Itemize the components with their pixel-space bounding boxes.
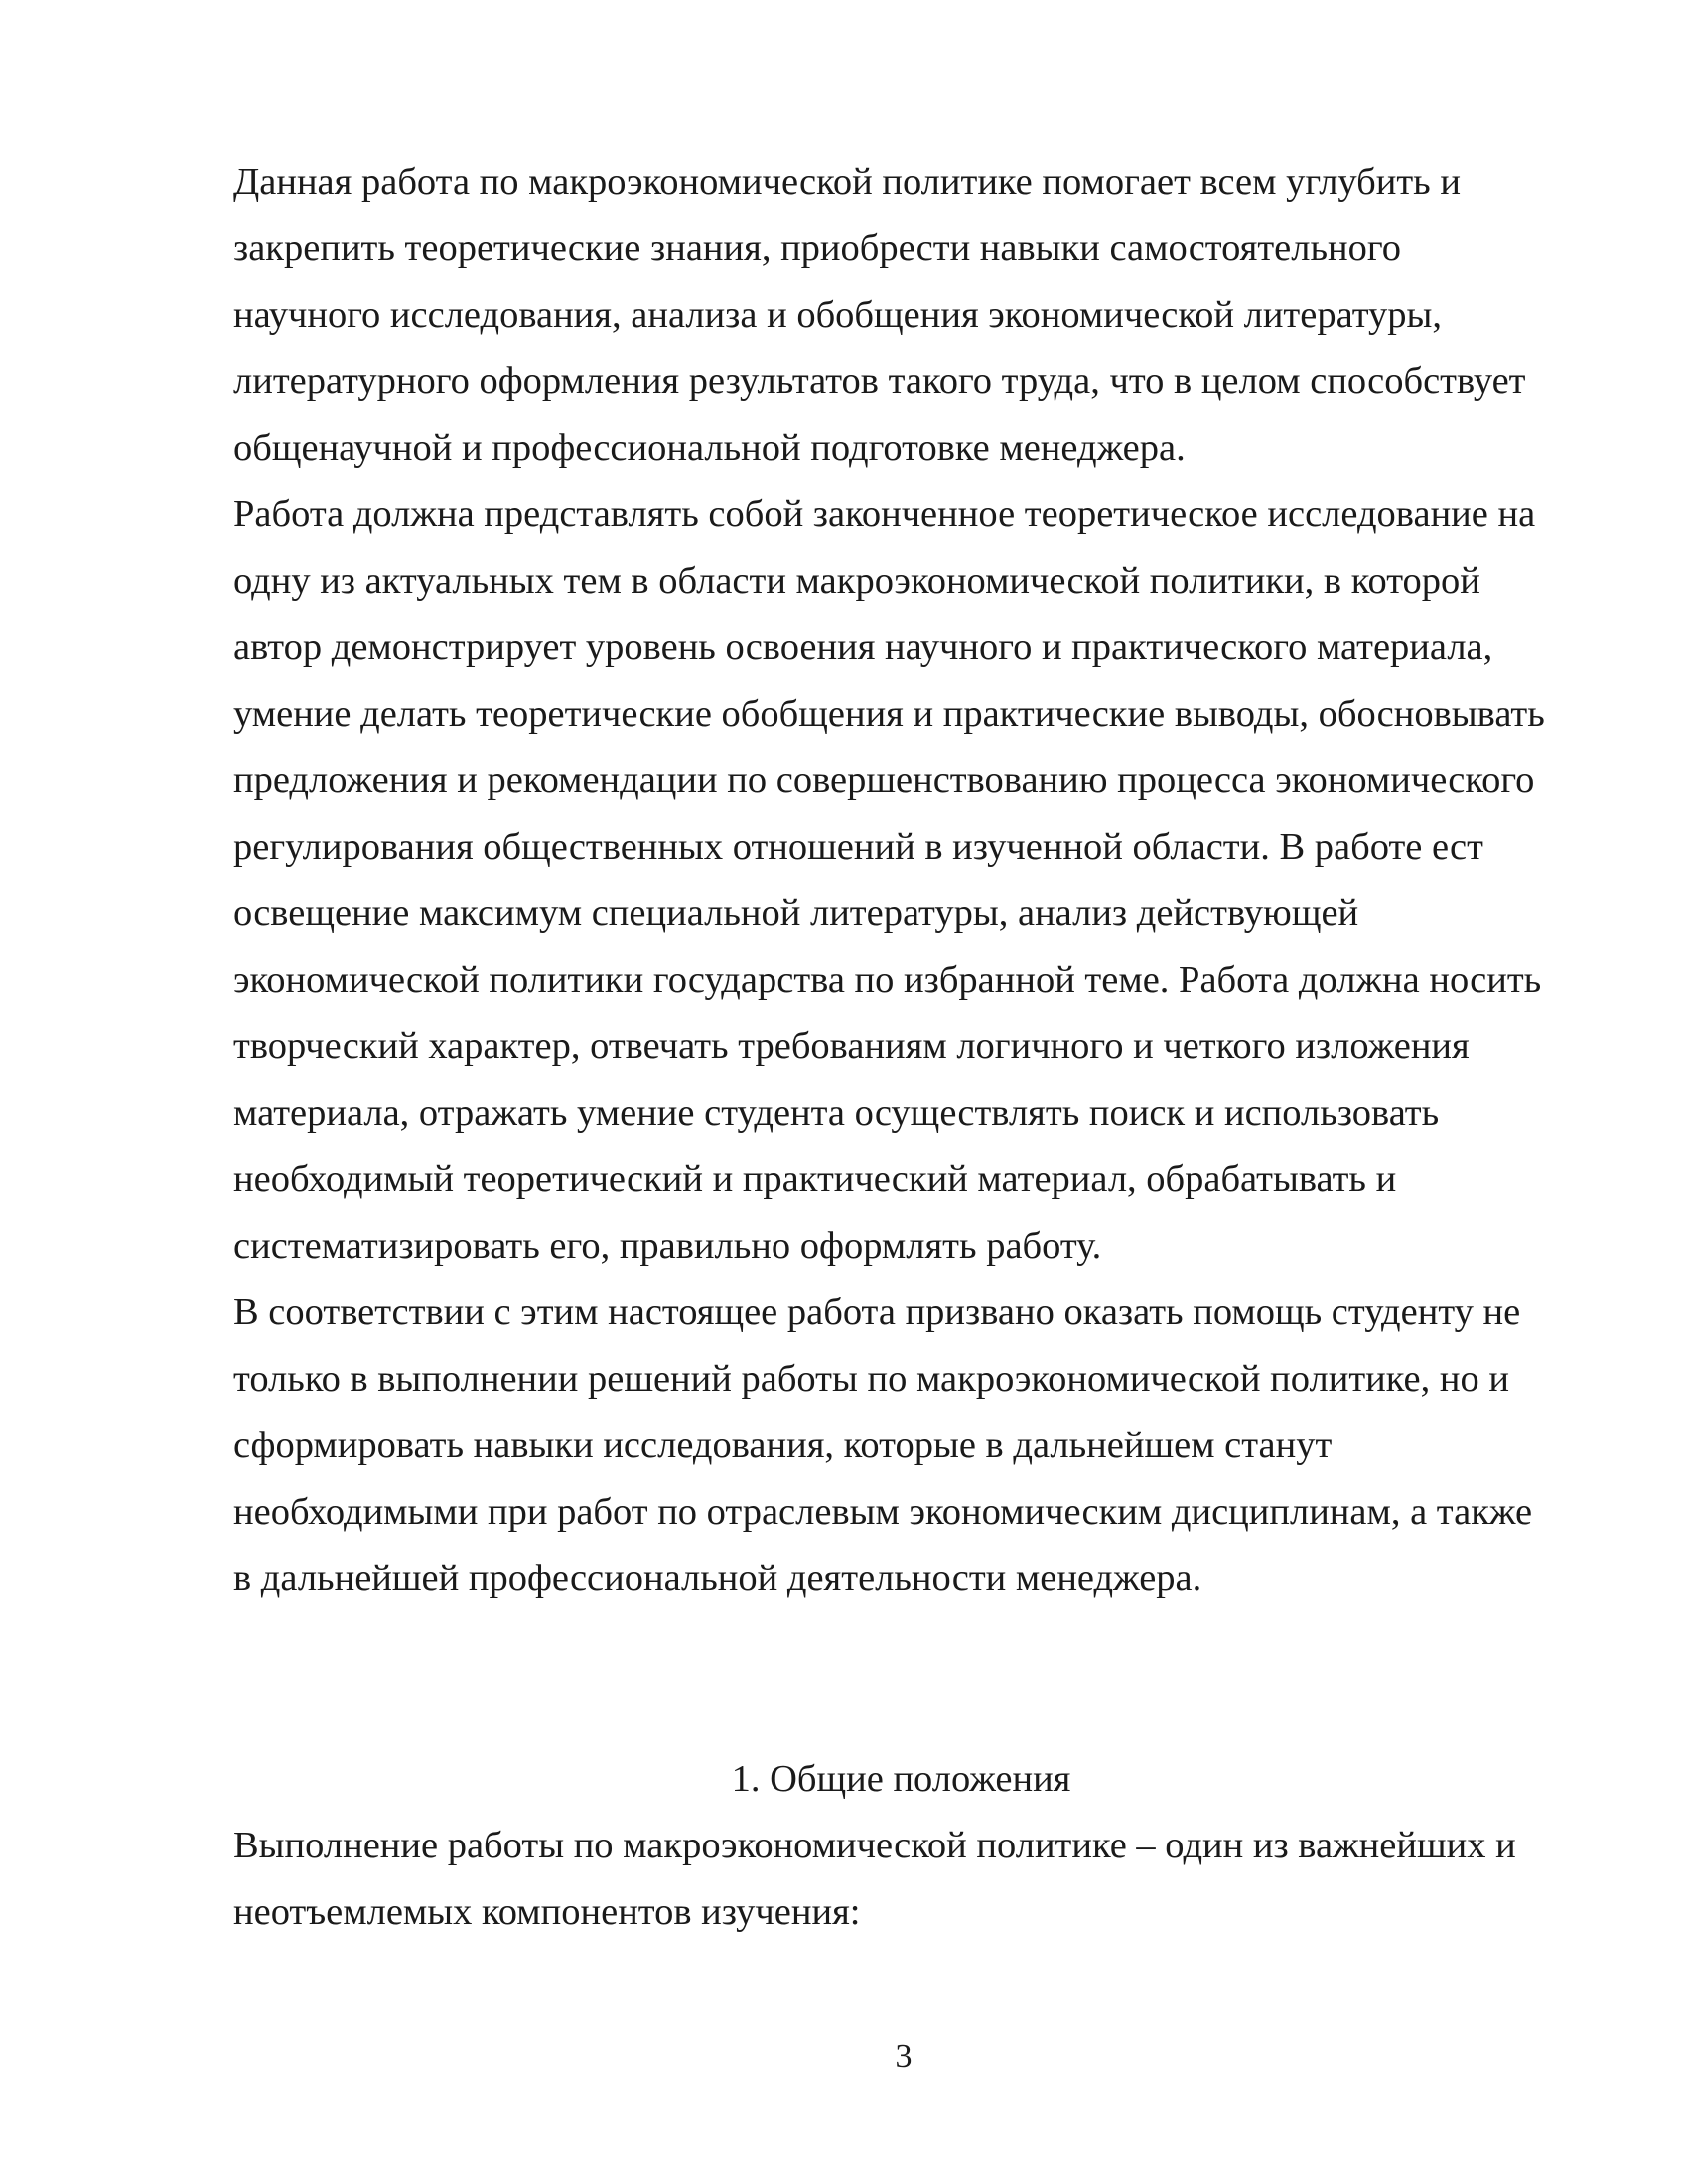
page-number: 3 <box>895 2038 913 2075</box>
text-line: общенаучной и профессиональной подготовке менеджера. <box>233 427 1186 469</box>
text-line: предложения и рекомендации по совершенствованию процесса экономического <box>233 759 1535 801</box>
text-line: закрепить теоретические знания, приобрести навыки самостоятельного <box>233 227 1401 269</box>
intro-paragraph-1 <box>233 149 1569 481</box>
section-1-paragraph-1 <box>233 1813 1569 1946</box>
text-line: научного исследования, анализа и обобщения экономической литературы, <box>233 294 1442 336</box>
text-line: творческий характер, отвечать требованиям логичного и четкого изложения <box>233 1025 1470 1067</box>
text-line: только в выполнении решений работы по макроэкономической политике, но и <box>233 1358 1509 1400</box>
text-line: регулирования общественных отношений в изученной области. В работе ест <box>233 826 1483 868</box>
text-line: систематизировать его, правильно оформлять работу. <box>233 1225 1102 1267</box>
text-line: автор демонстрирует уровень освоения научного и практического материала, <box>233 626 1493 668</box>
text-line: одну из актуальных тем в области макроэкономической политики, в которой <box>233 560 1480 602</box>
section-heading: 1. Общие положения <box>731 1758 1071 1800</box>
text-line: литературного оформления результатов такого труда, что в целом способствует <box>233 360 1526 402</box>
text-line: Работа должна представлять собой законченное теоретическое исследование на <box>233 493 1536 535</box>
text-line: материала, отражать умение студента осуществлять поиск и использовать <box>233 1092 1440 1134</box>
section-spacer <box>233 1612 1569 1746</box>
text-line: Данная работа по макроэкономической политике помогает всем углубить и <box>233 161 1461 203</box>
text-line: сформировать навыки исследования, которые в дальнейшем станут <box>233 1425 1333 1466</box>
text-line: в дальнейшей профессиональной деятельности менеджера. <box>233 1558 1202 1599</box>
text-line: неотъемлемых компонентов изучения: <box>233 1891 861 1933</box>
intro-paragraph-2 <box>233 481 1569 1280</box>
text-line: В соответствии с этим настоящее работа призвано оказать помощь студенту не <box>233 1292 1521 1333</box>
text-line: необходимый теоретический и практический материал, обрабатывать и <box>233 1159 1397 1200</box>
page-content <box>233 149 1569 1946</box>
text-line: Выполнение работы по макроэкономической политике – один из важнейших и <box>233 1825 1516 1866</box>
text-line: умение делать теоретические обобщения и практические выводы, обосновывать <box>233 693 1545 735</box>
text-line: экономической политики государства по избранной теме. Работа должна носить <box>233 959 1542 1001</box>
text-line: необходимыми при работ по отраслевым экономическим дисциплинам, а также <box>233 1491 1533 1533</box>
intro-paragraph-3 <box>233 1280 1569 1612</box>
text-line: освещение максимум специальной литературы, анализ действующей <box>233 892 1359 934</box>
